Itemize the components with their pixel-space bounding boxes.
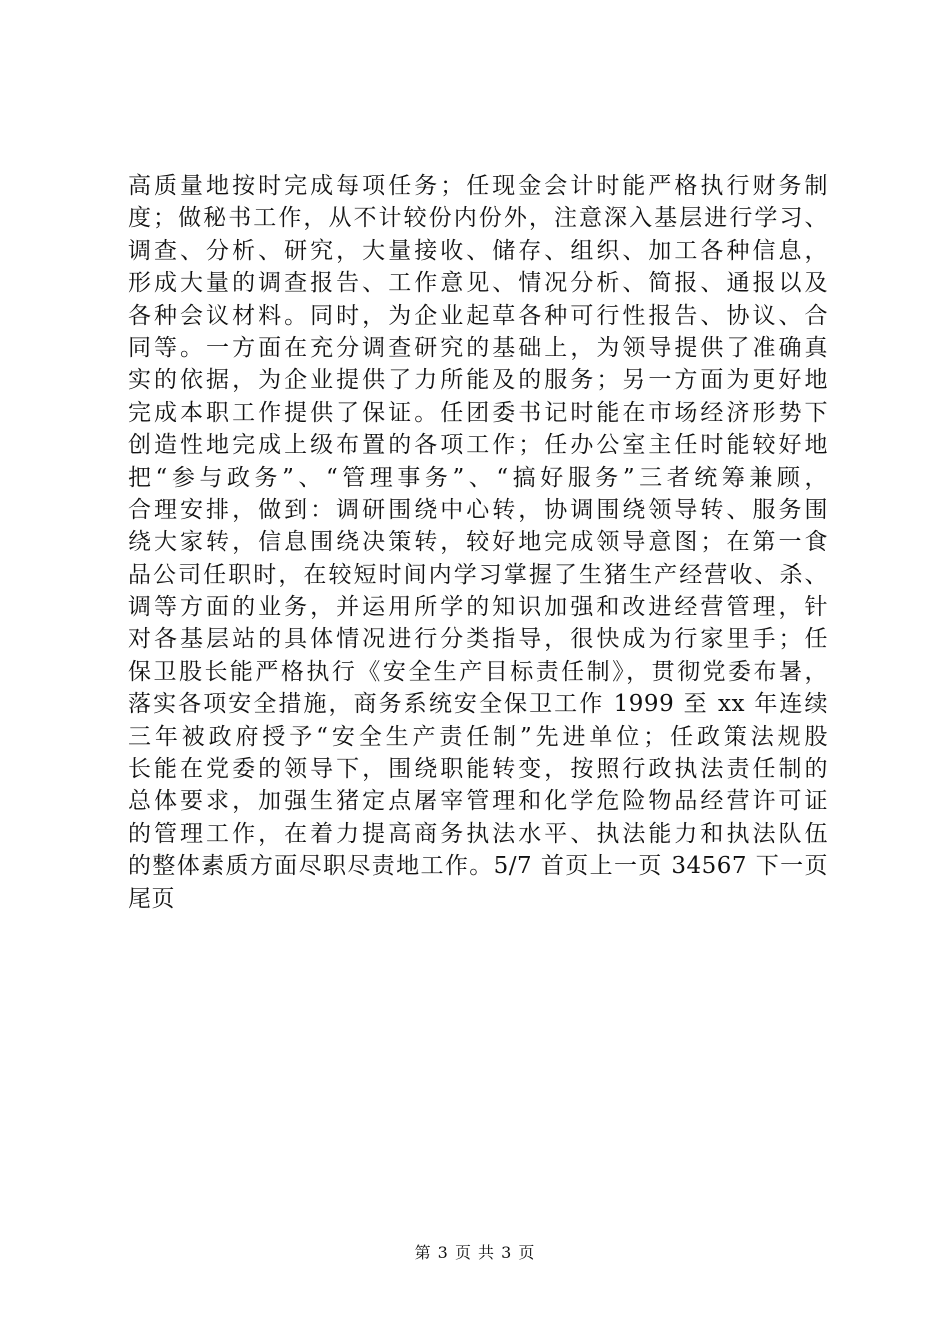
text-line-21: 的管理工作，在着力提高商务执法水平、执法能力和执法队伍 bbox=[128, 820, 828, 847]
text-line-18: 三年被政府授予“安全生产责任制”先进单位；任政策法规股 bbox=[128, 723, 828, 750]
text-line-6: 同等。一方面在充分调查研究的基础上，为领导提供了准确真 bbox=[128, 334, 828, 361]
text-line-15: 对各基层站的具体情况进行分类指导，很快成为行家里手；任 bbox=[128, 626, 828, 653]
body-paragraph bbox=[128, 170, 828, 915]
text-line-2: 度；做秘书工作，从不计较份内份外，注意深入基层进行学习、 bbox=[128, 205, 828, 232]
text-line-4: 形成大量的调查报告、工作意见、情况分析、简报、通报以及 bbox=[128, 270, 828, 297]
text-line-1: 高质量地按时完成每项任务；任现金会计时能严格执行财务制 bbox=[128, 173, 828, 199]
text-line-23: 尾页 bbox=[128, 885, 175, 912]
text-line-12: 绕大家转，信息围绕决策转，较好地完成领导意图；在第一食 bbox=[128, 529, 828, 556]
text-line-13: 品公司任职时，在较短时间内学习掌握了生猪生产经营收、杀、 bbox=[128, 561, 828, 588]
text-line-5: 各种会议材料。同时，为企业起草各种可行性报告、协议、合 bbox=[128, 302, 828, 329]
text-line-10: 把“参与政务”、“管理事务”、“搞好服务”三者统筹兼顾， bbox=[128, 464, 828, 491]
text-line-8: 完成本职工作提供了保证。任团委书记时能在市场经济形势下 bbox=[128, 399, 828, 426]
text-line-11: 合理安排，做到：调研围绕中心转，协调围绕领导转、服务围 bbox=[128, 496, 828, 523]
page-footer bbox=[0, 1243, 950, 1263]
text-line-3: 调查、分析、研究，大量接收、储存、组织、加工各种信息， bbox=[128, 237, 828, 264]
text-line-16: 保卫股长能严格执行《安全生产目标责任制》，贯彻党委布暑， bbox=[128, 658, 828, 685]
text-line-14: 调等方面的业务，并运用所学的知识加强和改进经营管理，针 bbox=[128, 594, 828, 621]
page-number-label: 第 3 页 共 3 页 bbox=[414, 1243, 536, 1262]
text-line-7: 实的依据，为企业提供了力所能及的服务；另一方面为更好地 bbox=[128, 367, 828, 394]
text-line-17: 落实各项安全措施，商务系统安全保卫工作 1999 至 xx 年连续 bbox=[128, 691, 828, 718]
text-line-22: 的整体素质方面尽职尽责地工作。5/7 首页上一页 34567 下一页 bbox=[128, 853, 828, 880]
text-line-19: 长能在党委的领导下，围绕职能转变，按照行政执法责任制的 bbox=[128, 756, 828, 783]
text-line-20: 总体要求，加强生猪定点屠宰管理和化学危险物品经营许可证 bbox=[128, 788, 828, 815]
text-line-9: 创造性地完成上级布置的各项工作；任办公室主任时能较好地 bbox=[128, 432, 828, 459]
